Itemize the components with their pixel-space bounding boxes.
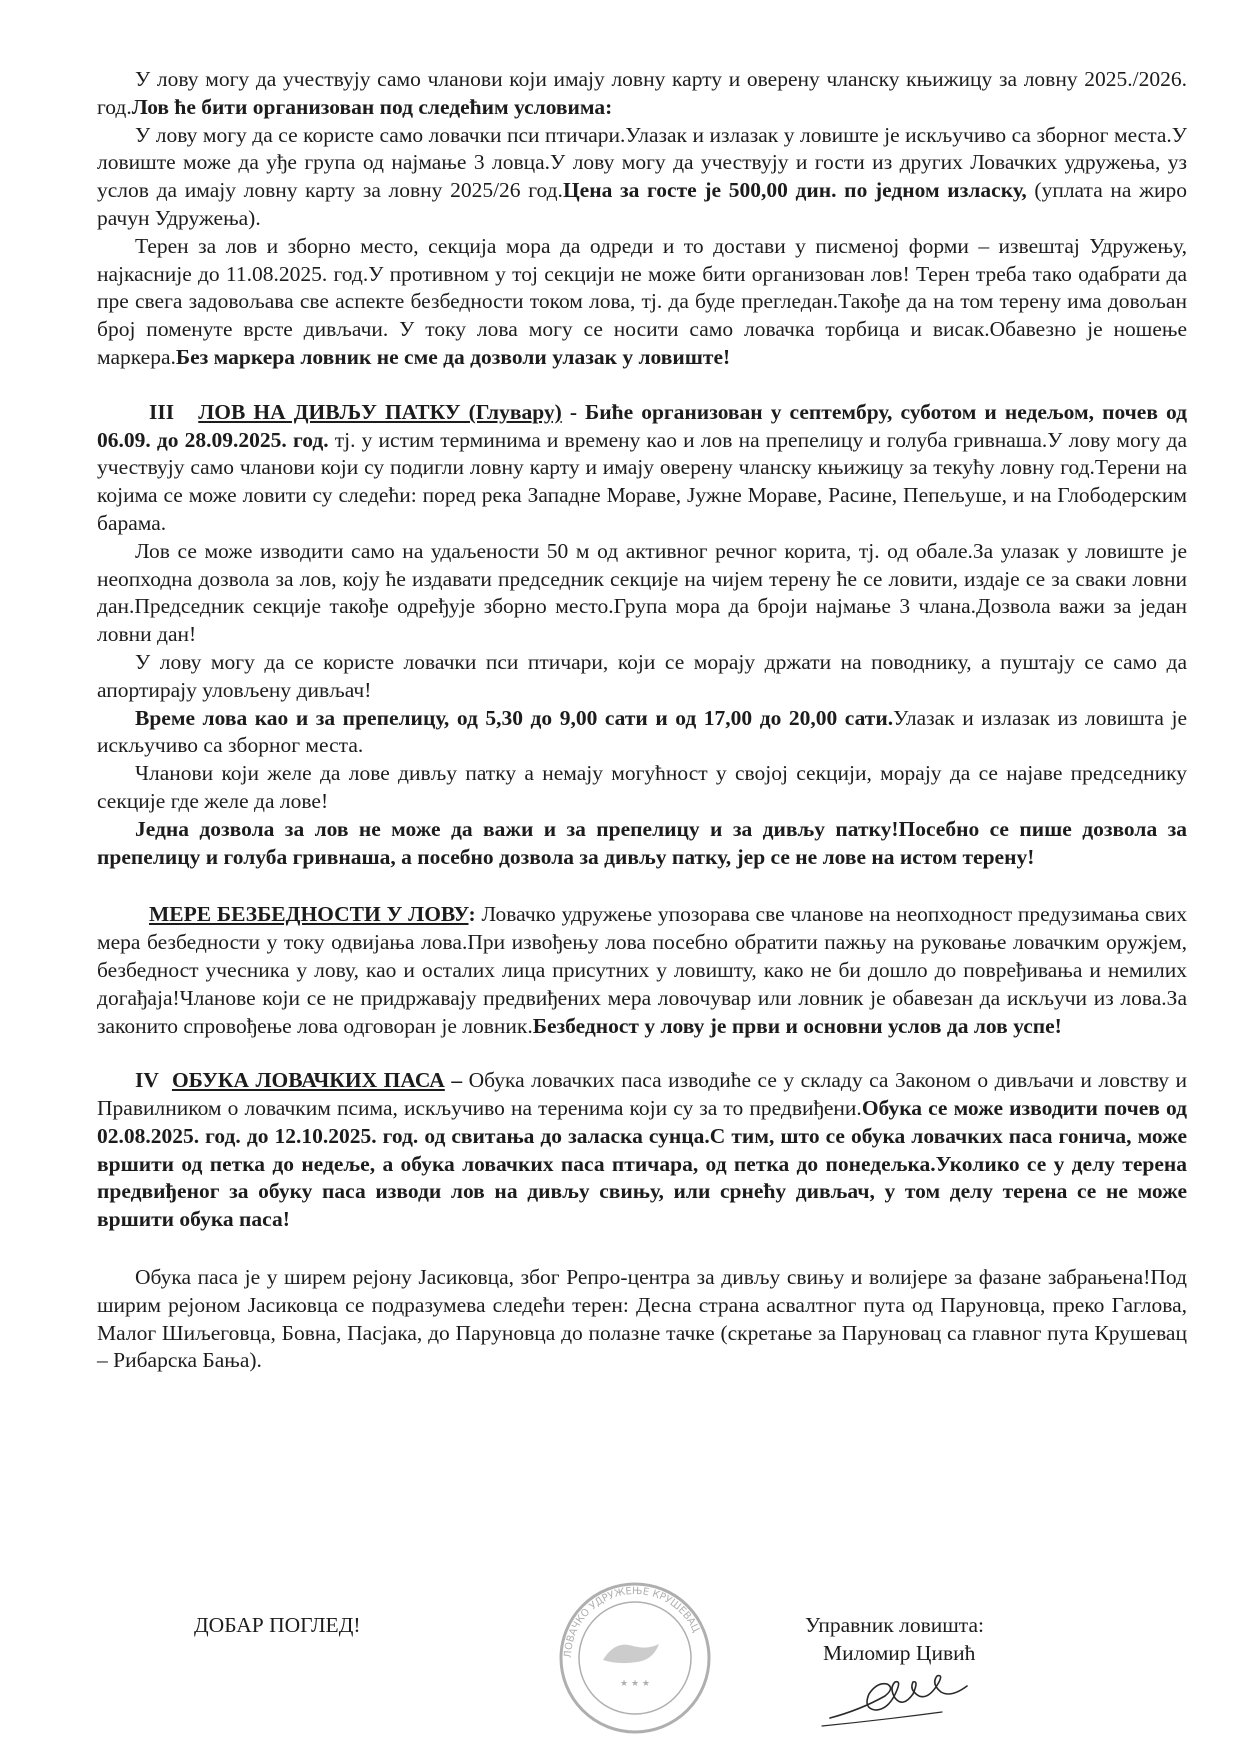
training-area-paragraph: Обука паса је у ширем рејону Јасиковца, због Репро-центра за дивљу свињу и волијере за фазане забрањена!Под ширим рејоном Јасиковца се подразумева следећи терен: Десна страна асвалтног пута од Паруновца, преко Гаглова, Малог Шиљеговца, Бовна, Пасјака, до Паруновца до полазне тачке (скретање за Паруновац са главног пута Крушевац – Рибарска Бања). — [97, 1265, 1187, 1373]
intro-paragraph-3: Терен за лов и зборно место, секција мора да одреди и то достави у писменој форми – извештај Удружењу, најкасније до 11.08.2025. год.У противном у тој секцији не може бити организован лов! Терен треба тако одабрати да пре свега задовољава све аспекте безбедности током лова, тј. да буде прегледан.Такође да на том терену има довољан број поменуте врсте дивљачи. У току лова могу се носити само ловачка торбица и висак.Обавезно је ношење маркера.Без маркера ловник не сме да дозволи улазак у ловиште! — [97, 233, 1187, 369]
intro-paragraph-2: У лову могу да се користе само ловачки пси птичари.Улазак и излазак у ловиште је искључиво са зборног места.У ловиште може да уђе група од најмање 3 ловца.У лову могу да учествују и гости из других Ловачких удружења, уз услов да имају ловну карту за ловну 2025/26 год.Цена за госте је 500,00 дин. по једном изласку, (уплата на жиро рачун Удружења). — [97, 122, 1187, 230]
guest-price-bold: Цена за госте је 500,00 дин. по једном изласку, — [562, 178, 1027, 203]
manager-name: Миломир Цивић — [823, 1641, 976, 1665]
section-3-dates-bold: - Биће организован у септембру, суботом и недељом, почев од 06.09. до 28.09.2025. год. — [97, 399, 1188, 452]
spacer — [97, 1234, 1187, 1264]
spacer — [97, 871, 1187, 901]
section-4-title: ОБУКА ЛОВАЧКИХ ПАСА — [171, 1068, 445, 1093]
hunting-hours-bold: Време лова као и за препелицу, од 5,30 до 9,00 сати и од 17,00 до 20,00 сати. — [135, 705, 894, 730]
section-4-number: IV — [135, 1068, 159, 1093]
training-dates-bold: Обука се може изводити почев од 02.08.2025. год. до 12.10.2025. год. од свитања до заласка сунца.С тим, што се обука ловачких паса гонича, може вршити од петка до недеље, а обука ловачких паса птичара, од петка до понедељка.Уколико се у делу терена предвиђеног за обуку паса изводи лов на дивљу свињу, или срнећу дивљач, у том делу терена се не може вршити обука паса! — [97, 1096, 1187, 1232]
permit-rule-bold: Једна дозвола за лов не може да важи и за препелицу и за дивљу патку!Посебно се пише дозвола за препелицу и голуба гривнаша, а посебно дозвола за дивљу патку, јер се не лове на истом терену! — [97, 816, 1187, 869]
intro-paragraph-1: У лову могу да учествују само чланови који имају ловну карту и оверену чланску књижицу за ловну 2025./2026. год.Лов ће бити организован под следећим условима: — [97, 67, 1187, 119]
intro-conditions-bold: Лов ће бити организован под следећим условима: — [131, 94, 613, 119]
safety-bold: Безбедност у лову је први и основни услов да лов успе! — [532, 1013, 1062, 1038]
spacer — [97, 1040, 1187, 1067]
section-3-number: III — [149, 399, 175, 424]
spacer — [97, 372, 1187, 399]
section-3-paragraph-3: У лову могу да се користе ловачки пси птичари, који се морају држати на поводнику, а пуштају се само да апортирају уловљену дивљач! — [97, 649, 1187, 702]
section-3-paragraph-2: Лов се може изводити само на удаљености 50 м од активног речног корита, тј. од обале.За улазак у ловиште је неопходна дозвола за лов, коју ће издавати председник секције на чијем терену ће се ловити, издаје се за сваки ловни дан.Председник секције такође одређује зборно место.Група мора да броји најмање 3 члана.Дозвола важи за један ловни дан! — [97, 538, 1187, 647]
document-body — [97, 66, 1187, 1375]
manager-signature — [812, 1638, 982, 1738]
safety-paragraph: МЕРЕ БЕЗБЕДНОСТИ У ЛОВУ: Ловачко удружење упозорава све чланове на неопходност предузимања свих мера безбедности у току одвијања лова.При извођењу лова посебно обратити пажњу на руковање ловачким оружјем, безбедност учесника у лову, као и осталих лица присутних у ловишту, како не би дошло до повређивања и немилих догађаја!Чланове који се не придржавају предвиђених мера ловочувар или ловник је обавезан да искључи из лова.За законито спровођење лова одговоран је ловник.Безбедност у лову је први и основни услов да лов успе! — [97, 902, 1187, 1038]
svg-text:ЛОВАЧКО УДРУЖЕЊЕ КРУШЕВАЦ: ЛОВАЧКО УДРУЖЕЊЕ КРУШЕВАЦ — [562, 1585, 702, 1659]
section-3-title: ЛОВ НА ДИВЉУ ПАТКУ (Глувару) — [198, 399, 562, 424]
section-3-lead: III ЛОВ НА ДИВЉУ ПАТКУ (Глувару) - Биће организован у септембру, суботом и недељом, почев од 06.09. до 28.09.2025. год. тј. у истим терминима и времену као и лов на препелицу и голуба гривнаша.У лову могу да учествују само чланови који су подигли ловну карту и имају оверену чланску књижицу за текућу ловну год.Терени на којима се може ловити су следећи: поред река Западне Мораве, Јужне Мораве, Расине, Пепељуше, и на Глободерским барама. — [97, 399, 1188, 535]
marker-warning-bold: Без маркера ловник не сме да дозволи улазак у ловиште! — [175, 344, 731, 369]
section-3-paragraph-5: Чланови који желе да лове дивљу патку а немају могућност у својој секцији, морају да се најаве председнику секције где желе да лове! — [97, 761, 1187, 813]
association-stamp — [555, 1578, 715, 1738]
manager-title: Управник ловишта: — [805, 1613, 984, 1637]
section-3-paragraph-6 — [97, 816, 1187, 872]
safety-title: МЕРЕ БЕЗБЕДНОСТИ У ЛОВУ — [149, 902, 469, 927]
section-4-paragraph: IV ОБУКА ЛОВАЧКИХ ПАСА – Обука ловачких паса изводиће се у складу са Законом о дивљачи и ловству и Правилником о ловачким псима, искључиво на теренима који су за то предвиђени.Обука се може изводити почев од 02.08.2025. год. до 12.10.2025. год. од свитања до заласка сунца.С тим, што се обука ловачких паса гонича, може вршити од петка до недеље, а обука ловачких паса птичара, од петка до понедељка.Уколико се у делу терена предвиђеног за обуку паса изводи лов на дивљу свињу, или срнећу дивљач, у том делу терена се не може вршити обука паса! — [97, 1068, 1187, 1232]
farewell-text: ДОБАР ПОГЛЕД! — [194, 1613, 361, 1637]
svg-text:★ ★ ★: ★ ★ ★ — [620, 1679, 650, 1689]
section-3-paragraph-4: Време лова као и за препелицу, од 5,30 до 9,00 сати и од 17,00 до 20,00 сати.Улазак и излазак из ловишта је искључиво са зборног места. — [97, 705, 1187, 758]
